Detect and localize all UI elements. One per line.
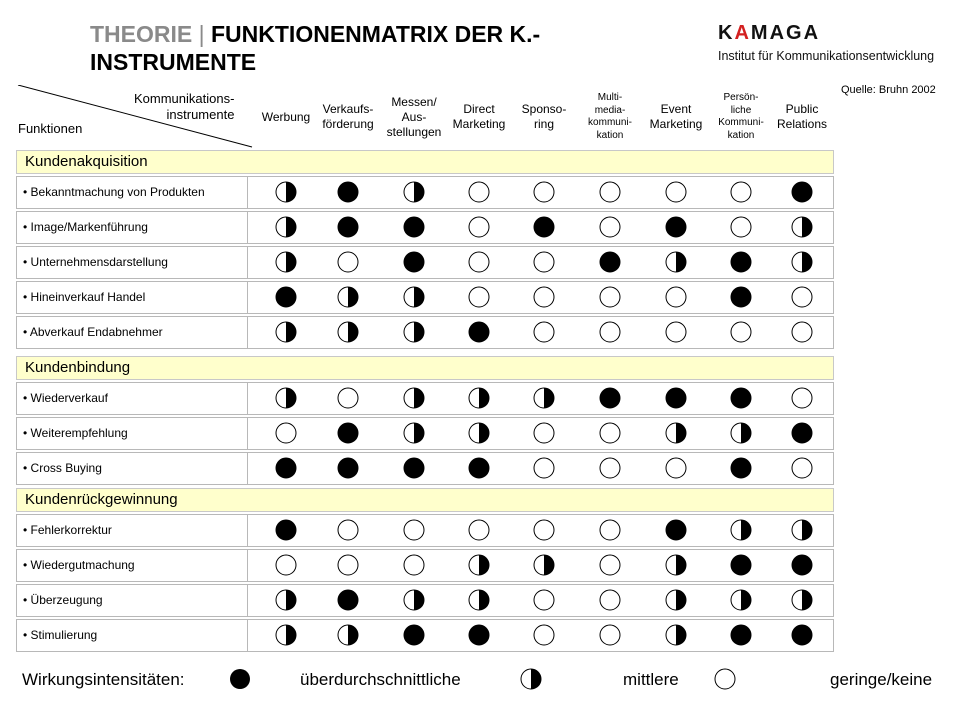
intensity-gering-circle-icon — [403, 554, 425, 576]
legend-prefix: Wirkungsintensitäten: — [22, 670, 185, 689]
intensity-mittel-circle-icon — [730, 422, 752, 444]
intensity-hoch-circle-icon — [468, 624, 490, 646]
matrix-row — [16, 452, 834, 485]
intensity-hoch-circle-icon — [403, 251, 425, 273]
column-header-1: Werbung — [261, 109, 311, 124]
intensity-gering-circle-icon — [791, 321, 813, 343]
legend-medium-label: mittlere — [623, 670, 679, 689]
matrix-row — [16, 619, 834, 652]
intensity-mittel-circle-icon — [665, 422, 687, 444]
intensity-gering-circle-icon — [730, 181, 752, 203]
matrix-row — [16, 316, 834, 349]
source-note: Quelle: Bruhn 2002 — [841, 84, 936, 96]
intensity-mittel-circle-icon — [665, 251, 687, 273]
kamaga-logo — [718, 22, 948, 63]
matrix-row — [16, 246, 834, 279]
column-header-9: Public Relations — [776, 102, 828, 131]
row-label: • Hineinverkauf Handel — [16, 281, 248, 314]
intensity-gering-circle-icon — [533, 286, 555, 308]
intensity-hoch-circle-icon — [665, 387, 687, 409]
intensity-mittel-circle-icon — [791, 251, 813, 273]
intensity-gering-circle-icon — [665, 181, 687, 203]
intensity-gering-circle-icon — [468, 519, 490, 541]
intensity-mittel-circle-icon — [275, 181, 297, 203]
section-header-3: Kundenrückgewinnung — [16, 488, 834, 512]
intensity-gering-circle-icon — [275, 554, 297, 576]
intensity-hoch-circle-icon — [275, 519, 297, 541]
column-header-6: Multi- media- kommuni- kation — [588, 92, 632, 141]
intensity-hoch-circle-icon — [403, 216, 425, 238]
intensity-gering-circle-icon — [533, 181, 555, 203]
intensity-mittel-circle-icon — [275, 321, 297, 343]
intensity-mittel-circle-icon — [403, 589, 425, 611]
intensity-hoch-circle-icon — [730, 286, 752, 308]
intensity-mittel-circle-icon — [403, 181, 425, 203]
intensity-hoch-circle-icon — [599, 387, 621, 409]
intensity-hoch-circle-icon — [275, 457, 297, 479]
row-label: • Überzeugung — [16, 584, 248, 617]
intensity-gering-circle-icon — [599, 181, 621, 203]
intensity-mittel-circle-icon — [275, 216, 297, 238]
intensity-mittel-circle-icon — [403, 286, 425, 308]
intensity-mittel-circle-icon — [403, 321, 425, 343]
intensity-hoch-circle-icon — [533, 216, 555, 238]
intensity-gering-circle-icon — [533, 321, 555, 343]
column-header-5: Sponso- ring — [521, 102, 567, 131]
legend-high-circle-icon — [229, 668, 251, 690]
intensity-gering-circle-icon — [791, 286, 813, 308]
intensity-gering-circle-icon — [533, 422, 555, 444]
matrix-row — [16, 549, 834, 582]
column-header-2: Verkaufs- förderung — [322, 102, 374, 131]
intensity-gering-circle-icon — [533, 251, 555, 273]
intensity-mittel-circle-icon — [468, 422, 490, 444]
legend-medium-circle-icon — [520, 668, 542, 690]
intensity-hoch-circle-icon — [403, 624, 425, 646]
intensity-hoch-circle-icon — [730, 251, 752, 273]
column-header-3: Messen/ Aus- stellungen — [386, 94, 442, 139]
title-part2: FUNKTIONENMATRIX DER K.-INSTRUMENTE — [90, 21, 541, 75]
intensity-hoch-circle-icon — [337, 422, 359, 444]
row-label: • Stimulierung — [16, 619, 248, 652]
intensity-gering-circle-icon — [730, 321, 752, 343]
intensity-hoch-circle-icon — [599, 251, 621, 273]
logo-subtitle: Institut für Kommunikationsentwicklung — [718, 49, 935, 63]
intensity-mittel-circle-icon — [403, 422, 425, 444]
legend-low-label: geringe/keine — [830, 670, 933, 689]
row-label: • Wiedergutmachung — [16, 549, 248, 582]
intensity-mittel-circle-icon — [337, 624, 359, 646]
row-label: • Image/Markenführung — [16, 211, 248, 244]
matrix-row — [16, 417, 834, 450]
intensity-hoch-circle-icon — [337, 216, 359, 238]
intensity-hoch-circle-icon — [468, 321, 490, 343]
intensity-hoch-circle-icon — [665, 519, 687, 541]
matrix-row — [16, 281, 834, 314]
intensity-gering-circle-icon — [665, 321, 687, 343]
intensity-gering-circle-icon — [468, 216, 490, 238]
intensity-hoch-circle-icon — [468, 457, 490, 479]
intensity-hoch-circle-icon — [730, 387, 752, 409]
intensity-hoch-circle-icon — [791, 422, 813, 444]
intensity-gering-circle-icon — [791, 457, 813, 479]
row-label: • Weiterempfehlung — [16, 417, 248, 450]
function-matrix — [14, 85, 834, 655]
intensity-mittel-circle-icon — [730, 519, 752, 541]
intensity-mittel-circle-icon — [468, 554, 490, 576]
intensity-mittel-circle-icon — [533, 554, 555, 576]
intensity-mittel-circle-icon — [468, 589, 490, 611]
intensity-gering-circle-icon — [337, 554, 359, 576]
intensity-mittel-circle-icon — [791, 589, 813, 611]
title-part1: THEORIE — [90, 21, 193, 47]
intensity-mittel-circle-icon — [275, 251, 297, 273]
intensity-mittel-circle-icon — [791, 216, 813, 238]
row-label: • Cross Buying — [16, 452, 248, 485]
intensity-mittel-circle-icon — [665, 554, 687, 576]
row-label: • Abverkauf Endabnehmer — [16, 316, 248, 349]
intensity-mittel-circle-icon — [337, 286, 359, 308]
section-header-2: Kundenbindung — [16, 356, 834, 380]
intensity-gering-circle-icon — [791, 387, 813, 409]
intensity-mittel-circle-icon — [468, 387, 490, 409]
column-header-7: Event Marketing — [649, 102, 703, 131]
matrix-row — [16, 176, 834, 209]
intensity-gering-circle-icon — [468, 286, 490, 308]
intensity-hoch-circle-icon — [337, 457, 359, 479]
intensity-gering-circle-icon — [665, 286, 687, 308]
intensity-mittel-circle-icon — [665, 589, 687, 611]
intensity-gering-circle-icon — [533, 624, 555, 646]
intensity-gering-circle-icon — [599, 624, 621, 646]
intensity-gering-circle-icon — [599, 554, 621, 576]
legend — [0, 662, 960, 698]
intensity-gering-circle-icon — [533, 519, 555, 541]
intensity-gering-circle-icon — [599, 519, 621, 541]
column-header-8: Persön- liche Kommuni- kation — [718, 92, 764, 141]
intensity-gering-circle-icon — [599, 422, 621, 444]
functions-header: Funktionen — [18, 121, 83, 136]
intensity-gering-circle-icon — [665, 457, 687, 479]
intensity-mittel-circle-icon — [275, 589, 297, 611]
matrix-row — [16, 211, 834, 244]
matrix-row — [16, 584, 834, 617]
intensity-gering-circle-icon — [599, 216, 621, 238]
row-label: • Fehlerkorrektur — [16, 514, 248, 547]
intensity-hoch-circle-icon — [337, 181, 359, 203]
matrix-row — [16, 382, 834, 415]
matrix-row — [16, 514, 834, 547]
row-label: • Bekanntmachung von Produkten — [16, 176, 248, 209]
intensity-mittel-circle-icon — [730, 589, 752, 611]
intensity-gering-circle-icon — [468, 181, 490, 203]
intensity-mittel-circle-icon — [275, 624, 297, 646]
intensity-hoch-circle-icon — [791, 554, 813, 576]
intensity-hoch-circle-icon — [730, 554, 752, 576]
column-header-4: Direct Marketing — [452, 102, 506, 131]
intensity-gering-circle-icon — [403, 519, 425, 541]
intensity-hoch-circle-icon — [791, 181, 813, 203]
intensity-mittel-circle-icon — [337, 321, 359, 343]
intensity-hoch-circle-icon — [665, 216, 687, 238]
legend-high-label: überdurchschnittliche — [300, 670, 461, 689]
intensity-gering-circle-icon — [337, 251, 359, 273]
intensity-gering-circle-icon — [599, 321, 621, 343]
intensity-mittel-circle-icon — [665, 624, 687, 646]
intensity-hoch-circle-icon — [730, 624, 752, 646]
intensity-hoch-circle-icon — [275, 286, 297, 308]
intensity-gering-circle-icon — [533, 589, 555, 611]
intensity-gering-circle-icon — [599, 589, 621, 611]
intensity-gering-circle-icon — [468, 251, 490, 273]
logo-brand: KAMAGA — [718, 22, 821, 44]
intensity-hoch-circle-icon — [403, 457, 425, 479]
intensity-mittel-circle-icon — [533, 387, 555, 409]
intensity-mittel-circle-icon — [791, 519, 813, 541]
instruments-header: Kommunikations- instrumente — [134, 91, 235, 122]
intensity-gering-circle-icon — [533, 457, 555, 479]
title-separator: | — [192, 21, 211, 47]
intensity-hoch-circle-icon — [337, 589, 359, 611]
intensity-gering-circle-icon — [599, 457, 621, 479]
intensity-gering-circle-icon — [730, 216, 752, 238]
intensity-gering-circle-icon — [599, 286, 621, 308]
legend-low-circle-icon — [714, 668, 736, 690]
intensity-gering-circle-icon — [275, 422, 297, 444]
row-label: • Wiederverkauf — [16, 382, 248, 415]
page-title — [90, 20, 650, 76]
intensity-gering-circle-icon — [337, 387, 359, 409]
intensity-mittel-circle-icon — [275, 387, 297, 409]
section-header-1: Kundenakquisition — [16, 150, 834, 174]
intensity-mittel-circle-icon — [403, 387, 425, 409]
intensity-hoch-circle-icon — [791, 624, 813, 646]
intensity-gering-circle-icon — [337, 519, 359, 541]
row-label: • Unternehmensdarstellung — [16, 246, 248, 279]
intensity-hoch-circle-icon — [730, 457, 752, 479]
